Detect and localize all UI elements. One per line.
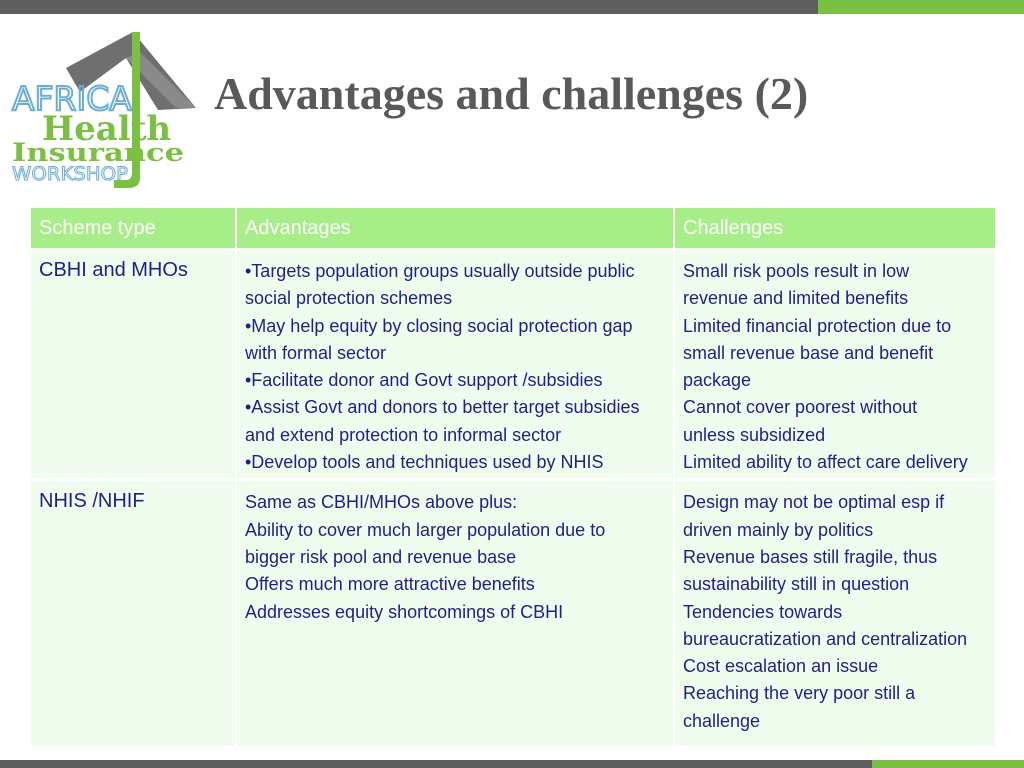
advantage-line: social protection schemes: [245, 288, 453, 309]
challenge-line: Small risk pools result in low: [683, 261, 910, 281]
challenge-line: unless subsidized: [683, 424, 826, 445]
advantage-line: with formal sector: [245, 342, 387, 363]
header-advantages: Advantages: [236, 208, 674, 249]
challenges-cell: [674, 249, 995, 480]
bottom-bar-gray: [0, 760, 872, 768]
table-row: [31, 249, 995, 480]
challenge-line: bureaucratization and centralization: [683, 628, 968, 649]
logo-insurance: Insurance: [12, 138, 184, 167]
scheme-cell: CBHI and MHOs: [31, 249, 236, 480]
bottom-bar-green: [872, 760, 1024, 768]
top-bar-green: [818, 0, 1024, 14]
advantage-line: •Assist Govt and donors to better target subsidies: [245, 397, 640, 418]
challenge-line: package: [683, 370, 752, 391]
challenge-line: Cost escalation an issue: [683, 656, 879, 677]
challenge-line: Revenue bases still fragile, thus: [683, 546, 938, 567]
advantages-cell: [236, 249, 674, 480]
advantage-line: Same as CBHI/MHOs above plus:: [245, 492, 518, 513]
logo-africa: AFRICA: [12, 79, 132, 118]
advantage-line: Offers much more attractive benefits: [245, 574, 535, 595]
challenge-line: Limited ability to affect care delivery: [683, 452, 968, 473]
challenge-line: Limited financial protection due to: [683, 315, 952, 336]
logo-health: Health: [42, 109, 172, 149]
advantage-line: •Develop tools and techniques used by NHIS: [245, 452, 604, 473]
comparison-table: [31, 208, 995, 749]
challenges-cell: [674, 480, 995, 748]
challenge-line: Tendencies towards: [683, 601, 843, 622]
challenge-line: challenge: [683, 710, 761, 731]
challenge-line: Cannot cover poorest without: [683, 397, 918, 418]
table-header-row: [31, 208, 995, 249]
challenge-line: small revenue base and benefit: [683, 342, 934, 363]
header-scheme-type: Scheme type: [31, 208, 236, 249]
advantage-line: Ability to cover much larger population due to: [245, 519, 606, 540]
challenge-line: Reaching the very poor still a: [683, 683, 916, 704]
table-row: [31, 480, 995, 748]
advantage-line: and extend protection to informal sector: [245, 424, 562, 445]
challenge-line: driven mainly by politics: [683, 519, 874, 540]
header-challenges: Challenges: [674, 208, 995, 249]
logo-workshop: WORKSHOP: [12, 163, 128, 185]
challenge-line: Design may not be optimal esp if: [683, 492, 945, 513]
advantage-line: •Targets population groups usually outside public: [245, 261, 635, 281]
advantages-cell: [236, 480, 674, 748]
africa-health-insurance-workshop-logo: [8, 30, 208, 190]
slide-title: Advantages and challenges (2): [214, 68, 809, 119]
challenge-line: revenue and limited benefits: [683, 288, 909, 309]
advantage-line: Addresses equity shortcomings of CBHI: [245, 601, 564, 622]
advantage-line: •May help equity by closing social protection gap: [245, 315, 633, 336]
top-bar-gray: [0, 0, 818, 14]
advantage-line: •Facilitate donor and Govt support /subsidies: [245, 370, 603, 391]
challenge-line: sustainability still in question: [683, 574, 910, 595]
advantage-line: bigger risk pool and revenue base: [245, 546, 517, 567]
scheme-cell: NHIS /NHIF: [31, 480, 236, 748]
